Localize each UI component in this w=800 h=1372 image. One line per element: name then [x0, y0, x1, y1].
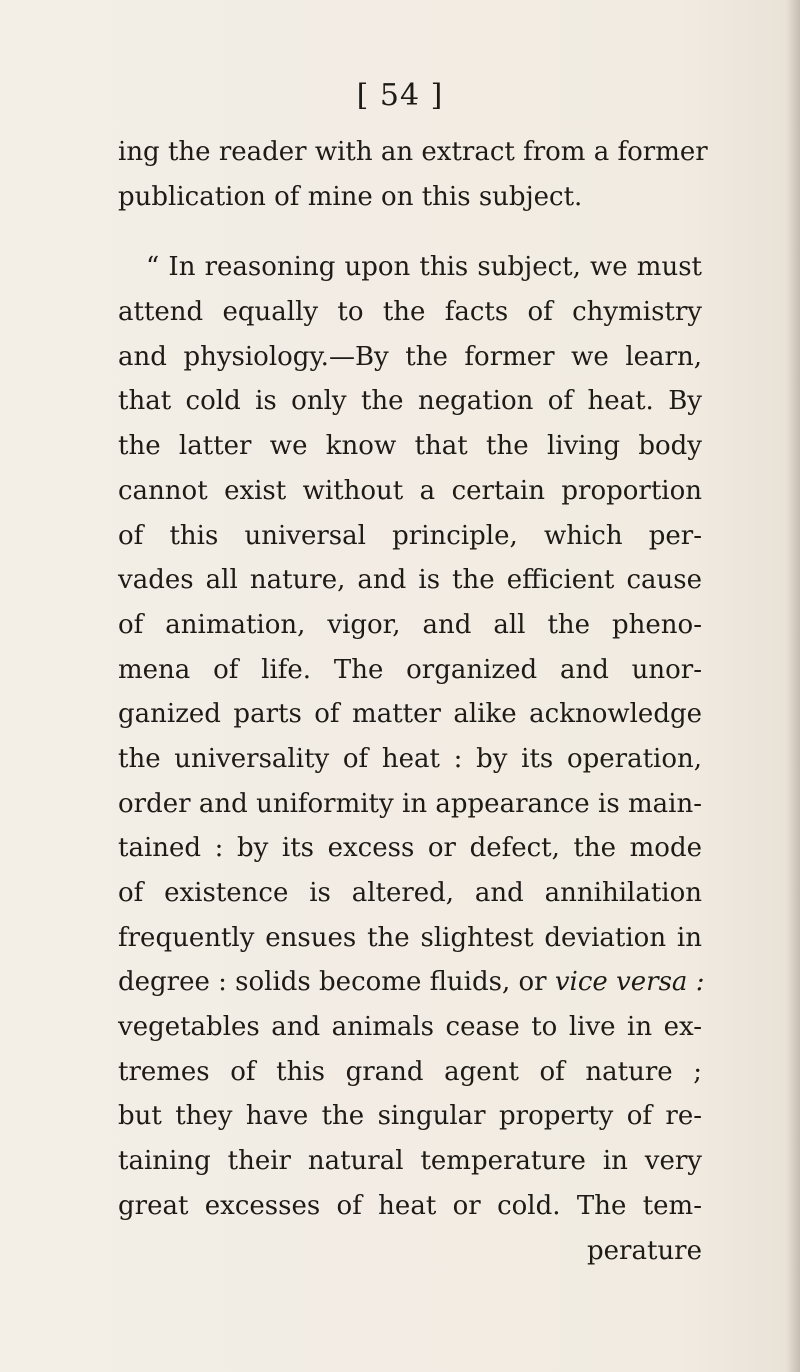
text-line: mena of life. The organized and unor-	[118, 654, 702, 685]
text-line: ganized parts of matter alike acknowledge	[118, 699, 702, 730]
text-line: of existence is altered, and annihilation	[118, 878, 702, 908]
text-line: ing the reader with an extract from a former	[118, 137, 708, 167]
body-text	[118, 130, 708, 1273]
text-line: but they have the singular property of re-	[118, 1101, 702, 1132]
text-line: “ In reasoning upon this subject, we must	[146, 252, 702, 283]
text-line: order and uniformity in appearance is main-	[118, 788, 702, 819]
text-line: of this universal principle, which per-	[118, 520, 702, 551]
text-line: tremes of this grand agent of nature ;	[118, 1056, 702, 1087]
text-line: tained : by its excess or defect, the mode	[118, 833, 702, 864]
text-line: taining their natural temperature in very	[118, 1146, 702, 1177]
text-line: frequently ensues the slightest deviation in	[118, 922, 702, 953]
text-line-with-italic	[118, 960, 705, 1005]
text-line: attend equally to the facts of chymistry	[118, 297, 702, 328]
paragraph-gap	[118, 219, 702, 245]
page-number: [ 54 ]	[356, 78, 444, 113]
italic-phrase: vice versa :	[554, 967, 705, 998]
text-line: great excesses of heat or cold. The tem-	[118, 1190, 702, 1221]
text-line: publication of mine on this subject.	[118, 181, 583, 212]
text-line: and physiology.—By the former we learn,	[118, 341, 702, 372]
text-segment: degree : solids become fluids, or	[118, 967, 547, 998]
text-line: cannot exist without a certain proportion	[118, 475, 702, 506]
catchword: perature	[587, 1235, 702, 1266]
text-line: vades all nature, and is the efficient cause	[118, 565, 702, 596]
text-line: that cold is only the negation of heat. By	[118, 386, 702, 417]
text-line: the latter we know that the living body	[118, 431, 702, 462]
text-line: vegetables and animals cease to live in ex-	[118, 1012, 702, 1043]
text-line: the universality of heat : by its operation,	[118, 743, 702, 774]
page-edge-shadow	[786, 0, 800, 1372]
text-line: of animation, vigor, and all the pheno-	[118, 609, 702, 640]
